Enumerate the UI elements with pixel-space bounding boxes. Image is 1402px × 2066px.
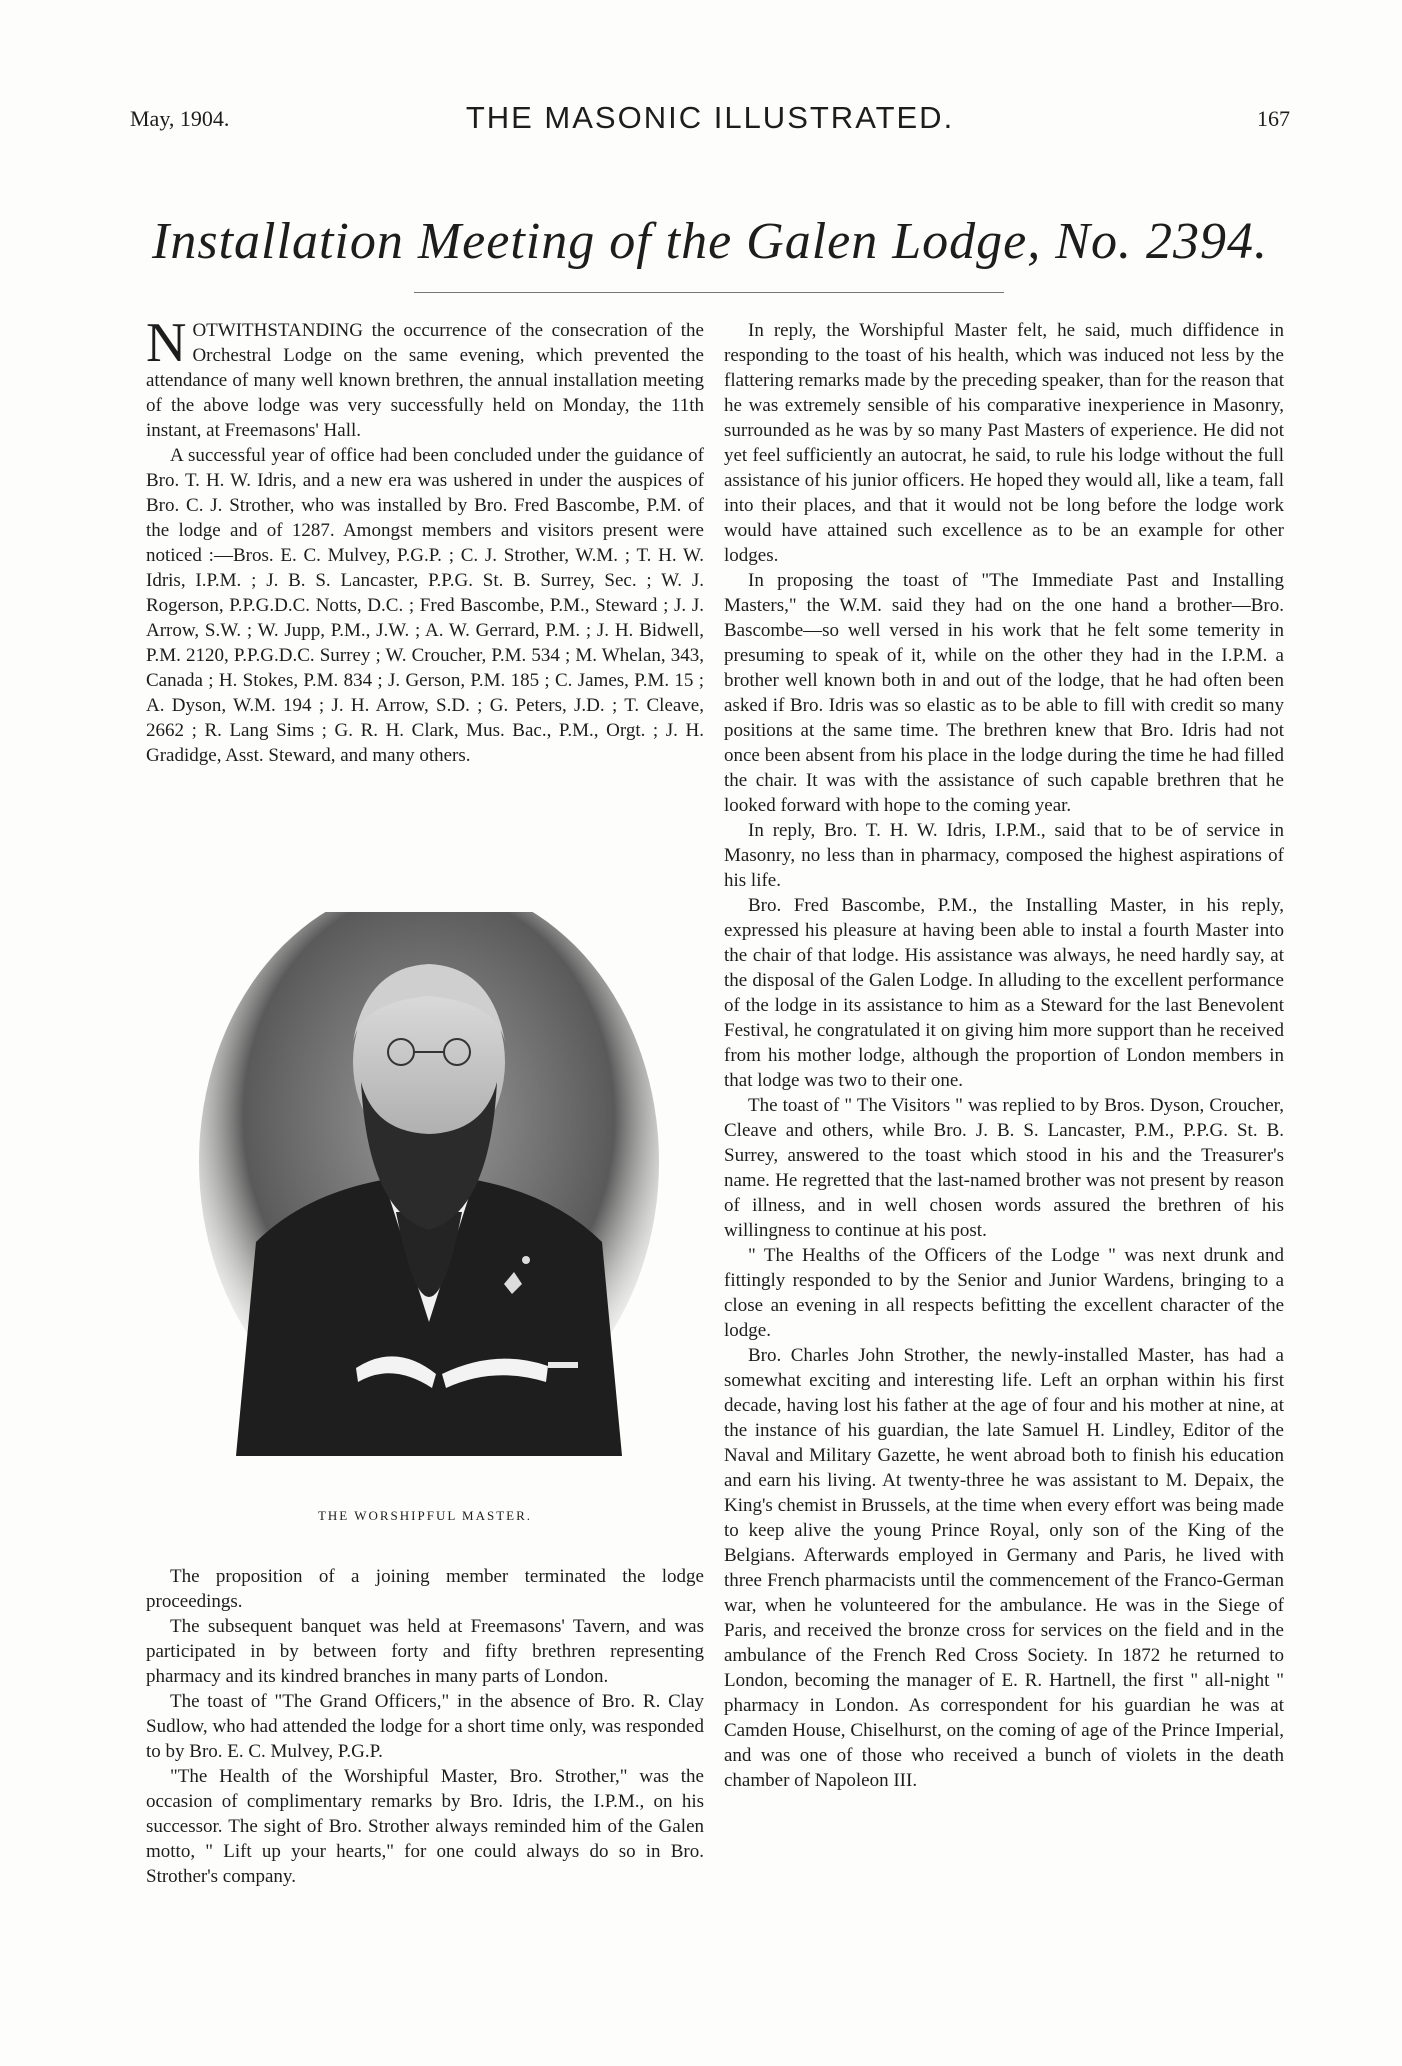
paragraph: Bro. Fred Bascombe, P.M., the Installing Master, in his reply, expressed his pleasure at having been able to instal a fourth Master into the chair of that lodge. His assistance was always, he need hardly say, at the disposal of the Galen Lodge. In alluding to the excellent performance of the lodge in its assistance to him as a Steward for the last Benevolent Festival, he congratulated it on giving him more support than he received from his mother lodge, although the proportion of London members in that lodge was two to their one. xyxy=(724,895,1284,1091)
paragraph: In reply, Bro. T. H. W. Idris, I.P.M., said that to be of service in Masonry, no less than in pharmacy, composed the highest aspirations of his life. xyxy=(724,820,1284,891)
page-number: 167 xyxy=(1257,106,1290,131)
issue-date: May, 1904. xyxy=(130,106,230,131)
paragraph: Bro. Charles John Strother, the newly-installed Master, has had a somewhat exciting and interesting life. Left an orphan within his first decade, having lost his father at the age of four and his mother at nine, at the instance of his guardian, the late Samuel H. Lindley, Editor of the Naval and Military Gazette, he went abroad both to finish his education and earn his living. At twenty-three he was assistant to M. Depaix, the King's chemist in Brussels, at the time when every effort was being made to keep alive the young Prince Royal, only son of the King of the Belgians. Afterwards employed in Germany and Paris, he lived with three French pharmacists until the commencement of the Franco-German war, when he volunteered for the ambulance. He was in the Siege of Paris, and received the bronze cross for services on the field and in the ambulance of the French Red Cross Society. In 1872 he returned to London, becoming the manager of E. R. Hartnell, the first " all-night " pharmacy in London. As correspondent for his guardian he was at Camden House, Chiselhurst, on the coming of age of the Prince Imperial, and was one of those who received a bunch of violets in the death chamber of Napoleon III. xyxy=(724,1345,1284,1791)
paragraph: The subsequent banquet was held at Freemasons' Tavern, and was participated in by between forty and fifty brethren representing pharmacy and its kindred branches in many parts of London. xyxy=(146,1616,704,1687)
paragraph: In reply, the Worshipful Master felt, he said, much diffidence in responding to the toast of his health, which was induced not less by the flattering remarks made by the preceding speaker, than for the reason that he was extremely sensible of his comparative inexperience in Masonry, surrounded as he was by so many Past Masters of experience. He did not yet feel sufficiently an autocrat, he said, to rule his lodge without the full assistance of his junior officers. He hoped they would all, like a team, fall into their places, and that it would not be long before the lodge work would have attained such excellence as to be an example for other lodges. xyxy=(724,320,1284,566)
article-title: Installation Meeting of the Galen Lodge, No. 2394. xyxy=(152,213,1268,270)
paragraph: The proposition of a joining member terminated the lodge proceedings. xyxy=(146,1566,704,1612)
photo-caption: THE WORSHIPFUL MASTER. xyxy=(317,1508,533,1523)
paragraph: In proposing the toast of "The Immediate Past and Installing Masters," the W.M. said they had on the one hand a brother—Bro. Bascombe—so well versed in his work that he felt some temerity in presuming to speak of it, while on the other they had in the I.P.M. a brother well known both in and out of the lodge, that he had often been asked if Bro. Idris was so elastic as to be able to fill with credit so many positions at the same time. The brethren knew that Bro. Idris had not once been absent from his place in the lodge during the time he had filled the chair. It was with the assistance of such capable brethren that he looked forward with hope to the coming year. xyxy=(724,570,1284,816)
title-divider xyxy=(414,292,1004,293)
left-column-top xyxy=(146,312,704,768)
paragraph: A successful year of office had been concluded under the guidance of Bro. T. H. W. Idris, and a new era was ushered in under the auspices of Bro. C. J. Strother, who was installed by Bro. Fred Bascombe, P.M. of the lodge and of 1287. Amongst members and visitors present were noticed :—Bros. E. C. Mulvey, P.G.P. ; C. J. Strother, W.M. ; T. H. W. Idris, I.P.M. ; J. B. S. Lancaster, P.P.G. St. B. Surrey, Sec. ; W. J. Rogerson, P.P.G.D.C. Notts, D.C. ; Fred Bascombe, P.M., Steward ; J. J. Arrow, S.W. ; W. Jupp, P.M., J.W. ; A. W. Gerrard, P.M. ; J. H. Bidwell, P.M. 2120, P.P.G.D.C. Surrey ; W. Croucher, P.M. 534 ; M. Whelan, 343, Canada ; H. Stokes, P.M. 834 ; J. Gerson, P.M. 185 ; C. James, P.M. 15 ; A. Dyson, W.M. 194 ; J. H. Arrow, S.D. ; G. Peters, J.D. ; T. Cleave, 2662 ; R. Lang Sims ; G. R. H. Clark, Mus. Bac., P.M., Orgt. ; J. H. Gradidge, Asst. Steward, and many others. xyxy=(146,445,704,766)
paragraph: "The Health of the Worshipful Master, Bro. Strother," was the occasion of complimentary remarks by Bro. Idris, the I.P.M., on his successor. The sight of Bro. Strother always reminded him of the Galen motto, " Lift up your hearts," for one could always do so in Bro. Strother's company. xyxy=(146,1766,704,1887)
left-column-bottom xyxy=(146,1564,704,1889)
paragraph-text: OTWITHSTANDING the occurrence of the consecration of the Orchestral Lodge on the same evening, which prevented the attendance of many well known brethren, the annual installation meeting of the above lodge was very successfully held on Monday, the 11th instant, at Freemasons' Hall. xyxy=(146,320,704,441)
paragraph: The toast of " The Visitors " was replied to by Bros. Dyson, Croucher, Cleave and others, while Bro. J. B. S. Lancaster, P.M., P.P.G. St. B. Surrey, answered to the toast which stood in his and the Treasurer's name. He regretted that the last-named brother was not present by reason of illness, and in well chosen words assured the brethren of his willingness to continue at his post. xyxy=(724,1095,1284,1241)
right-column xyxy=(724,318,1284,1793)
paragraph: " The Healths of the Officers of the Lodge " was next drunk and fittingly responded to by the Senior and Junior Wardens, bringing to a close an evening in all respects befitting the excellent character of the lodge. xyxy=(724,1245,1284,1341)
paragraph: The toast of "The Grand Officers," in the absence of Bro. R. Clay Sudlow, who had attended the lodge for a short time only, was responded to by Bro. E. C. Mulvey, P.G.P. xyxy=(146,1691,704,1762)
running-head xyxy=(130,100,1290,140)
portrait-photo xyxy=(196,912,662,1456)
journal-title: THE MASONIC ILLUSTRATED. xyxy=(465,100,955,135)
paragraph xyxy=(146,312,704,443)
drop-cap: N xyxy=(146,312,187,374)
